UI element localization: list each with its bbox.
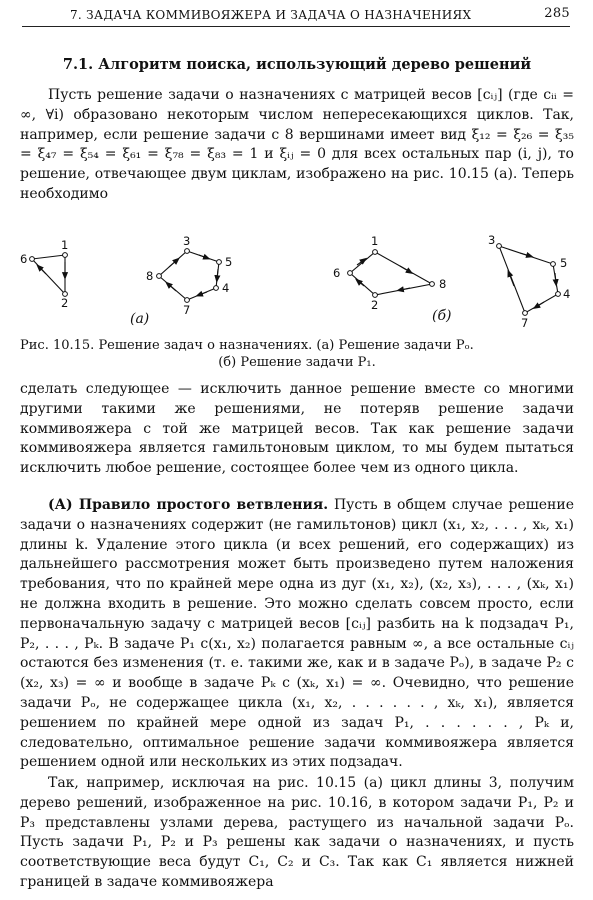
label-node-2-b: 2: [371, 298, 379, 312]
node-7-a: [185, 298, 190, 303]
label-node-5-a: 5: [225, 255, 233, 269]
node-1-b: [373, 250, 378, 255]
section-title: 7.1. Алгоритм поиска, использующий дерево решений: [62, 56, 532, 73]
node-8-a: [157, 274, 162, 279]
node-3-b: [497, 244, 502, 249]
node-4-a: [214, 286, 219, 291]
label-node-5-b: 5: [560, 256, 568, 270]
triangle-a: [32, 255, 65, 294]
label-node-8-a: 8: [146, 269, 154, 283]
sublabel-b: (б): [432, 308, 452, 324]
node-2-b: [373, 293, 378, 298]
cycle-graph-b-left: [350, 252, 432, 295]
rule-body: Пусть в общем случае решение задачи о назначениях содержит (не гамильтонов) цикл (x₁, x₂, . . . , xₖ, x₁) длины k. Удаление этого цикла (и всех решений, его содержащих) из дальнейшего рассмотрения может быть произведено путем наложения требования, что по крайней мере одна из дуг (x₁, x₂), (x₂, x₃), . . . , (xₖ, x₁) не должна входить в решение. Это можно сделать совсем просто, если первоначальную задачу с матрицей весов [cᵢⱼ] разбить на k подзадач P₁, P₂, . . . , Pₖ. В задаче P₁ c(x₁, x₂) полагается равным ∞, а все остальные cᵢⱼ остаются без изменения (т. е. такими же, как и в задаче Pₒ), в задаче P₂ c (x₂, x₃) = ∞ и вообще в задаче Pₖ c (xₖ, x₁) = ∞. Очевидно, что решение задачи Pₒ, не содержащее цикла (x₁, x₂, . . . . . . , xₖ, x₁), является решением по крайней мере одной из задач P₁, . . . . . . , Pₖ и, следовательно, оптимальное решение задачи коммивояжера является решением одной или нескольких из этих подзадач.: [20, 497, 574, 771]
label-node-6-b: 6: [333, 266, 341, 280]
label-node-2-a: 2: [61, 296, 69, 310]
label-node-7-a: 7: [183, 303, 191, 317]
running-title: 7. ЗАДАЧА КОММИВОЯЖЕРА И ЗАДАЧА О НАЗНАЧЕНИЯХ: [70, 8, 472, 22]
cycle-graph-a-right: [159, 251, 219, 300]
paragraph-intro: Пусть решение задачи о назначениях с матрицей весов [cᵢⱼ] (где cᵢᵢ = ∞, ∀i) образовано некоторым числом непересекающихся циклов. Так, например, если решение задачи с 8 вершинами имеет вид ξ₁₂ = ξ₂₆ = ξ₃₅ = ξ₄₇ = ξ₅₄ = ξ₆₁ = ξ₇₈ = ξ₈₃ = 1 и ξᵢⱼ = 0 для всех остальных пар (i, j), то решение, отвечающее двум циклам, изображено на рис. 10.15 (а). Теперь необходимо: [20, 87, 574, 202]
node-5-b: [551, 262, 556, 267]
sublabel-a: (а): [130, 311, 150, 327]
figure-caption: [20, 337, 574, 371]
node-4-b: [556, 292, 561, 297]
page-header: [22, 4, 570, 27]
caption-line-2: (б) Решение задачи P₁.: [218, 355, 376, 370]
node-1-a: [63, 253, 68, 258]
label-node-7-b: 7: [521, 316, 529, 330]
node-6-b: [348, 271, 353, 276]
label-node-3-b: 3: [488, 233, 496, 247]
label-node-6-a: 6: [20, 252, 28, 266]
label-node-8-b: 8: [439, 277, 447, 291]
node-3-a: [185, 249, 190, 254]
node-6-a: [30, 257, 35, 262]
caption-line-1: Рис. 10.15. Решение задач о назначениях. (а) Решение задачи Pₒ.: [20, 338, 474, 353]
node-7-b: [523, 311, 528, 316]
label-node-3-a: 3: [183, 234, 191, 248]
label-node-1-b: 1: [371, 234, 379, 248]
node-5-a: [217, 260, 222, 265]
node-8-b: [430, 282, 435, 287]
paragraph-branching-rule: [20, 496, 574, 773]
page-number: 285: [544, 6, 570, 21]
paragraph-exclusion: сделать следующее — исключить данное решение вместе со многими другими такими же решениями, не потеряв решение задачи коммивояжера с той же матрицей весов. Так как решение задачи коммивояжера является гамильтоновым циклом, то мы будем пытаться исключить любое решение, состоящее более чем из одного цикла.: [20, 381, 574, 477]
paragraph-example: Так, например, исключая на рис. 10.15 (а) цикл длины 3, получим дерево решений, изображенное на рис. 10.16, в котором задачи P₁, P₂ и P₃ представлены узлами дерева, растущего из начальной задачи Pₒ. Пусть задачи P₁, P₂ и P₃ решены как задачи о назначениях, и пусть соответствующие веса будут C₁, C₂ и C₃. Так как C₁ является нижней границей в задаче коммивояжера: [20, 775, 574, 890]
figure-10-15: [0, 232, 593, 332]
cycle-graph-b-right: [499, 246, 558, 313]
label-node-1-a: 1: [61, 238, 69, 252]
label-node-4-a: 4: [222, 281, 230, 295]
rule-heading: (А) Правило простого ветвления.: [48, 497, 329, 513]
label-node-4-b: 4: [563, 287, 571, 301]
